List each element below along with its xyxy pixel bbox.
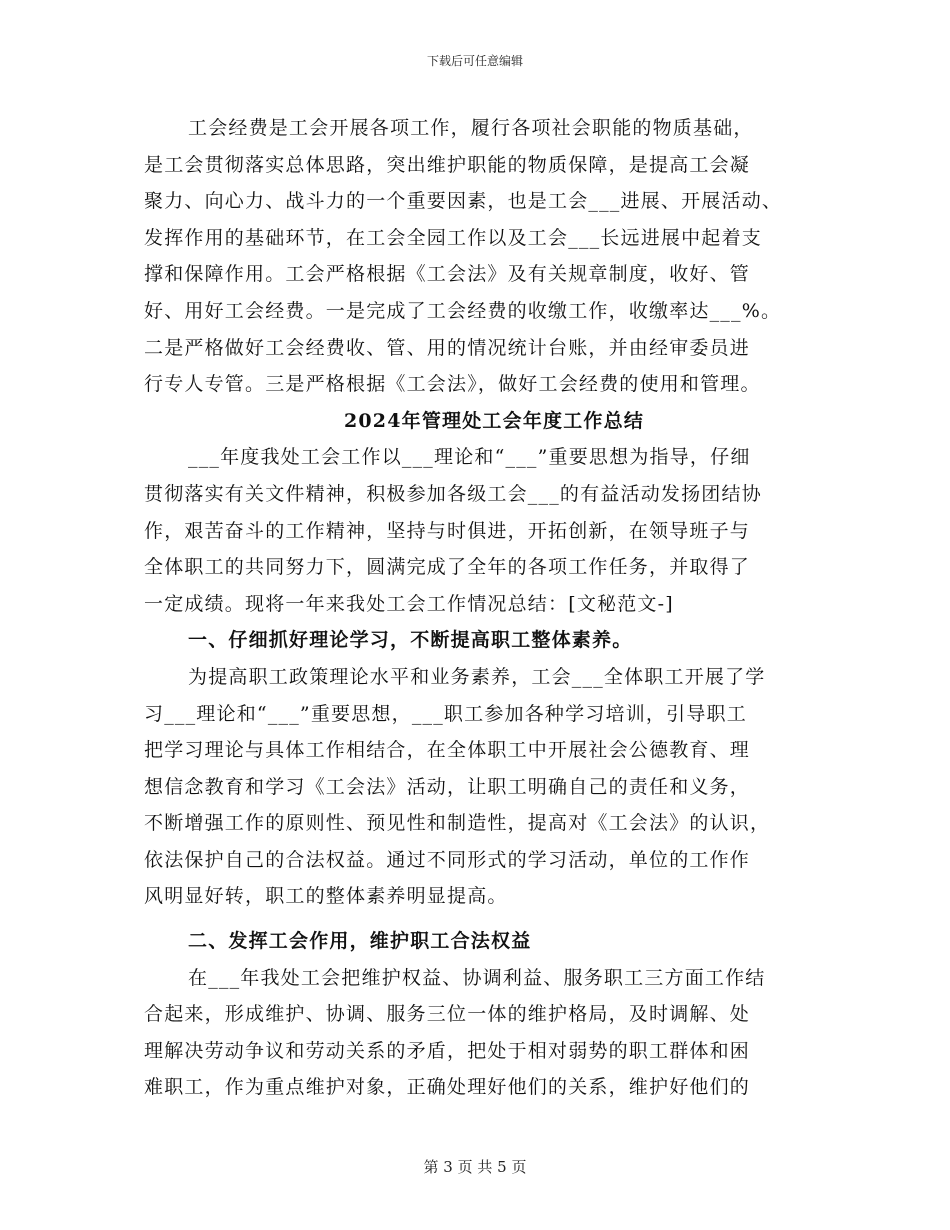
paragraph-line: 理解决劳动争议和劳动关系的矛盾，把处于相对弱势的职工群体和困 bbox=[144, 1039, 751, 1062]
paragraph-line: 难职工，作为重点维护对象，正确处理好他们的关系，维护好他们的 bbox=[144, 1076, 751, 1099]
document-title: 2024年管理处工会年度工作总结 bbox=[343, 409, 645, 432]
paragraph-line: 撑和保障作用。工会严格根据《工会法》及有关规章制度，收好、管 bbox=[144, 263, 751, 286]
page-header: 下载后可任意编辑 bbox=[426, 54, 523, 68]
paragraph-line: 二是严格做好工会经费收、管、用的情况统计台账，并由经审委员进 bbox=[144, 336, 751, 359]
paragraph-line: 一定成绩。现将一年来我处工会工作情况总结：[文秘范文-] bbox=[144, 592, 674, 615]
paragraph-line: 作，艰苦奋斗的工作精神，坚持与时俱进，开拓创新，在领导班子与 bbox=[144, 519, 751, 542]
paragraph-line: 为提高职工政策理论水平和业务素养，工会___全体职工开展了学 bbox=[188, 665, 766, 688]
paragraph-line: 是工会贯彻落实总体思路，突出维护职能的物质保障，是提高工会凝 bbox=[144, 153, 751, 176]
paragraph-line: ___年度我处工会工作以___理论和“___”重要思想为指导，仔细 bbox=[188, 446, 751, 469]
section-heading: 二、发挥工会作用，维护职工合法权益 bbox=[188, 930, 532, 953]
paragraph-line: 贯彻落实有关文件精神，积极参加各级工会___的有益活动发扬团结协 bbox=[144, 482, 762, 505]
paragraph-line: 不断增强工作的原则性、预见性和制造性，提高对《工会法》的认识， bbox=[144, 812, 771, 835]
paragraph-line: 好、用好工会经费。一是完成了工会经费的收缴工作，收缴率达___%。 bbox=[144, 299, 782, 322]
section-heading: 一、仔细抓好理论学习，不断提高职工整体素养。 bbox=[188, 629, 633, 652]
paragraph-line: 全体职工的共同努力下，圆满完成了全年的各项工作任务，并取得了 bbox=[144, 556, 751, 579]
paragraph-line: 发挥作用的基础环节，在工会全园工作以及工会___长远进展中起着支 bbox=[144, 226, 762, 249]
paragraph-line: 合起来，形成维护、协调、服务三位一体的维护格局，及时调解、处 bbox=[144, 1003, 751, 1026]
paragraph-line: 工会经费是工会开展各项工作，履行各项社会职能的物质基础， bbox=[188, 117, 754, 139]
paragraph-line: 行专人专管。三是严格根据《工会法》，做好工会经费的使用和管理。 bbox=[144, 373, 761, 396]
paragraph-line: 风明显好转，职工的整体素养明显提高。 bbox=[144, 885, 508, 908]
paragraph-line: 习___理论和“___”重要思想，___职工参加各种学习培训，引导职工 bbox=[144, 702, 747, 725]
page-footer: 第 3 页 共 5 页 bbox=[423, 1158, 527, 1176]
document-body bbox=[144, 110, 824, 1106]
paragraph-line: 聚力、向心力、战斗力的一个重要因素，也是工会___进展、开展活动、 bbox=[144, 190, 783, 213]
paragraph-line: 在___年我处工会把维护权益、协调利益、服务职工三方面工作结 bbox=[188, 966, 766, 989]
paragraph-line: 想信念教育和学习《工会法》活动，让职工明确自己的责任和义务， bbox=[144, 775, 751, 798]
paragraph-line: 依法保护自己的合法权益。通过不同形式的学习活动，单位的工作作 bbox=[144, 848, 751, 871]
paragraph-line: 把学习理论与具体工作相结合，在全体职工中开展社会公德教育、理 bbox=[144, 739, 751, 762]
